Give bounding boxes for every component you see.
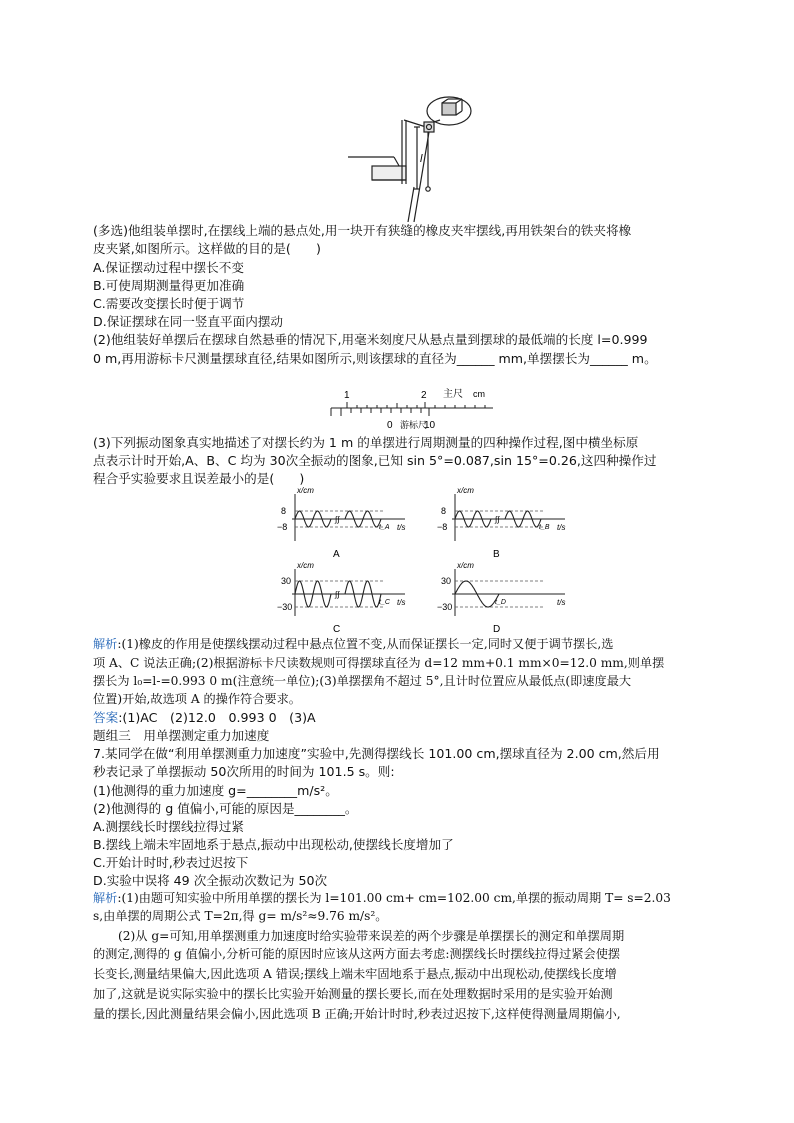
graph-C-neg-label: −30 [277,602,293,612]
solution7-line7: 量的摆长,因此测量结果会偏小,因此选项 B 正确;开始计时时,秒表过迟按下,这样使得测量周期偏小, [93,1007,621,1021]
graph-D-end-label: t_D [495,599,506,606]
graph-B-pos-label: 8 [441,506,447,516]
q7-option-c: C.开始计时时,秒表过迟按下 [93,855,249,870]
graph-A-end-label: t_A [379,524,390,531]
graph-B-neg-label: −8 [437,522,448,532]
q6-part3-line3: 程合乎实验要求且误差最小的是( ) [93,471,305,486]
graph-A-break: ∫∫ [335,515,340,524]
pendulum-apparatus-figure [348,92,478,222]
graph-B-caption: B [493,549,500,560]
q6-option-b: B.可使周期测量得更加准确 [93,278,245,293]
main-tick-2: 2 [421,390,427,401]
q7-part1: (1)他测得的重力加速度 g=________m/s²。 [93,783,338,798]
q6-option-a: A.保证摆动过程中摆长不变 [93,260,244,275]
graph-C-caption: C [333,624,341,635]
graph-D-neg-label: −30 [437,602,453,612]
graph-A-caption: A [333,549,340,560]
solution7-line5: 长变长,测量结果偏大,因此选项 A 错误;摆线上端未牢固地系于悬点,振动中出现松动,使摆线长度增 [93,967,617,981]
solution7-line6: 加了,这就是说实际实验中的摆长比实验开始测量的摆长要长,而在处理数据时采用的是实验开始测 [93,987,613,1001]
graph-D-t-label: t/s [557,598,566,607]
q7-option-b: B.摆线上端未牢固地系于悬点,振动中出现松动,使摆线长度增加了 [93,837,454,852]
length-label: l [420,153,423,165]
solution6-tag: 解析 [93,637,118,651]
solution7-tag: 解析 [93,891,118,905]
solution7-line3: (2)从 g=可知,用单摆测重力加速度时给实验带来误差的两个步骤是单摆摆长的测定和单摆周期 [118,929,625,943]
solution6-line4: 位置)开始,故选项 A 的操作符合要求。 [93,692,301,706]
graph-D-x-label: x/cm [457,561,474,570]
graph-B-t-label: t/s [557,523,566,532]
solution7-line2: s,由单摆的周期公式 T=2π,得 g= m/s²≈9.76 m/s²。 [93,909,388,923]
graph-B-end-label: t_B [539,524,550,531]
solution6-line2: 项 A、C 说法正确;(2)根据游标卡尺读数规则可得摆球直径为 d=12 mm+0.1 mm×0=12.0 mm,则单摆 [93,656,665,670]
answer6: :(1)AC (2)12.0 0.993 0 (3)A [118,710,316,725]
graph-C-end-label: t_C [379,599,390,606]
graph-A-x-label: x/cm [297,486,314,495]
q7-option-a: A.测摆线长时摆线拉得过紧 [93,819,244,834]
graph-C-break: ∫∫ [335,590,340,599]
q6-part2-line2: 0 m,再用游标卡尺测量摆球直径,结果如图所示,则该摆球的直径为______ mm,单摆摆长为______ m。 [93,351,657,366]
q6-part3-line2: 点表示计时开始,A、B、C 均为 30次全振动的图象,已知 sin 5°=0.087,sin 15°=0.26,这四种操作过 [93,453,657,468]
graph-B-break: ∫∫ [495,515,500,524]
vernier-label: 游标尺 [400,420,428,430]
unit-label: cm [473,389,485,399]
graph-C-x-label: x/cm [297,561,314,570]
solution7-line4: 的测定,测得的 g 值偏小,分析可能的原因时应该从这两方面去考虑:测摆线长时摆线拉得过紧会使摆 [93,947,621,961]
graph-B-x-label: x/cm [457,486,474,495]
graph-D-caption: D [493,624,501,635]
solution6-line1: :(1)橡皮的作用是使摆线摆动过程中悬点位置不变,从而保证摆长一定,同时又便于调节摆长,选 [117,637,614,651]
main-tick-1: 1 [344,390,350,401]
q6-option-d: D.保证摆球在同一竖直平面内摆动 [93,314,284,329]
q6-part2-line1: (2)他组装好单摆后在摆球自然悬垂的情况下,用毫米刻度尺从悬点量到摆球的最低端的长度 l=0.999 [93,332,648,347]
q7-option-d: D.实验中误将 49 次全振动次数记为 50次 [93,873,328,888]
vibration-graphs-figure [255,484,575,636]
q6-option-c: C.需要改变摆长时便于调节 [93,296,245,311]
graph-A-pos-label: 8 [281,506,287,516]
q7-line2: 秒表记录了单摆振动 50次所用的时间为 101.5 s。则: [93,764,395,779]
q6-part3-line1: (3)下列振动图象真实地描述了对摆长约为 1 m 的单摆进行周期测量的四种操作过程,图中横坐标原 [93,435,639,450]
graph-C-t-label: t/s [397,598,406,607]
q7-line1: 7.某同学在做“利用单摆测重力加速度”实验中,先测得摆线长 101.00 cm,摆球直径为 2.00 cm,然后用 [93,746,660,761]
solution6-line3: 摆长为 l₀=l-=0.993 0 m(注意统一单位);(3)单摆摆角不超过 5°,且计时位置应从最低点(即速度最大 [93,674,632,688]
q6-part1-line1: (多选)他组装单摆时,在摆线上端的悬点处,用一块开有狭缝的橡皮夹牢摆线,再用铁架台的铁夹将橡 [93,223,632,238]
group3-title: 题组三 用单摆测定重力加速度 [93,728,270,743]
graph-D-pos-label: 30 [441,576,452,586]
q7-part2: (2)他测得的 g 值偏小,可能的原因是________。 [93,801,358,816]
graph-A-t-label: t/s [397,523,406,532]
graph-A-neg-label: −8 [277,522,288,532]
solution7-line1: :(1)由题可知实验中所用单摆的摆长为 l=101.00 cm+ cm=102.00 cm,单摆的振动周期 T= s=2.03 [117,891,671,905]
answer6-tag: 答案 [93,710,119,725]
vernier-10: 10 [424,420,436,431]
vernier-0: 0 [387,420,393,431]
vernier-caliper-figure [325,384,500,432]
q6-part1-line2: 皮夹紧,如图所示。这样做的目的是( ) [93,241,321,256]
main-scale-label: 主尺 [443,389,463,400]
graph-C-pos-label: 30 [281,576,292,586]
